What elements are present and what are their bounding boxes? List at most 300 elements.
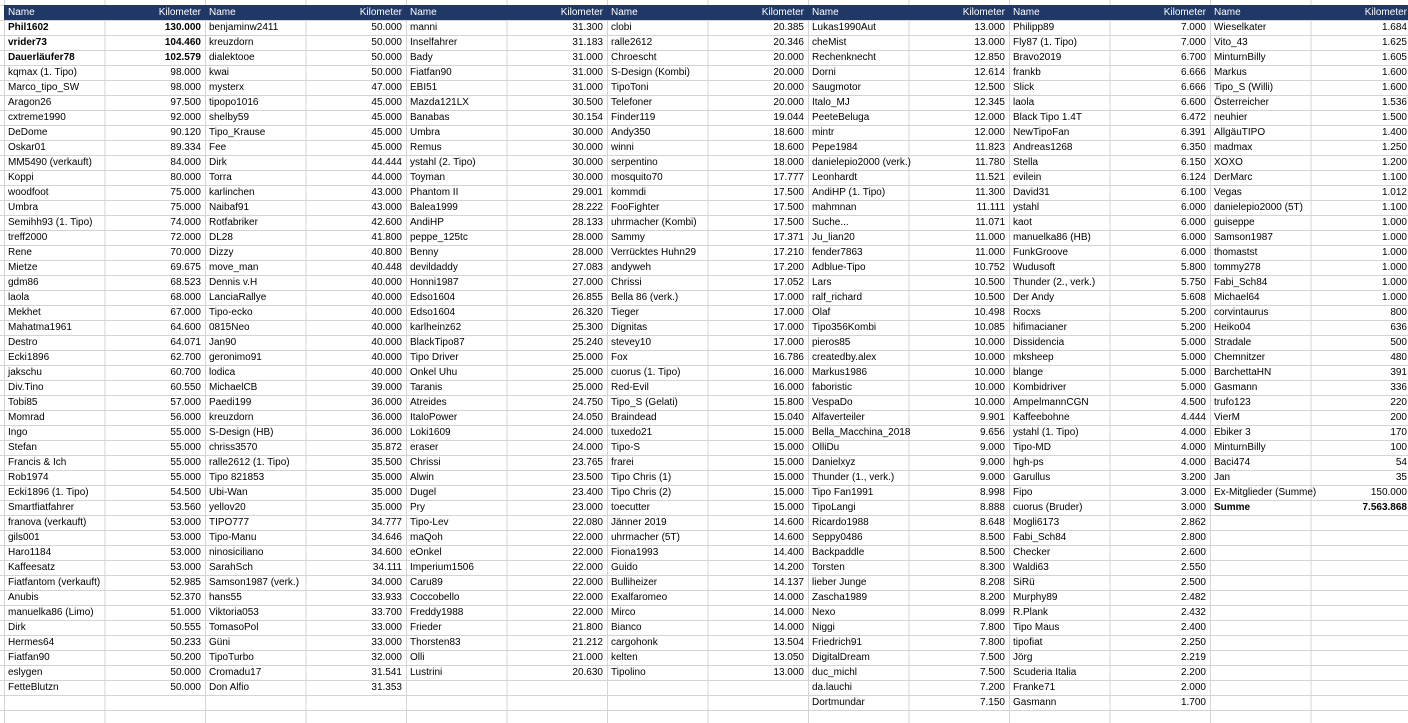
name-cell[interactable]: vrider73 — [8, 37, 47, 48]
name-cell[interactable]: Slick — [1013, 82, 1035, 93]
kilometer-cell[interactable]: 13.000 — [773, 667, 804, 678]
kilometer-cell[interactable]: 1.100 — [1381, 202, 1407, 213]
name-cell[interactable]: R.Plank — [1013, 607, 1049, 618]
kilometer-cell[interactable]: 35 — [1395, 472, 1407, 483]
name-cell[interactable]: Lukas1990Aut — [812, 22, 876, 33]
kilometer-cell[interactable]: 5.750 — [1180, 277, 1206, 288]
name-cell[interactable] — [4, 695, 124, 710]
kilometer-cell[interactable]: 7.500 — [979, 667, 1005, 678]
name-cell[interactable]: Fly87 (1. Tipo) — [1013, 37, 1077, 48]
name-cell[interactable]: Cromadu17 — [209, 667, 262, 678]
kilometer-cell[interactable]: 5.800 — [1180, 262, 1206, 273]
name-cell[interactable]: Fabi_Sch84 — [1214, 277, 1268, 288]
kilometer-cell[interactable]: 35.000 — [371, 472, 402, 483]
name-cell[interactable]: franova (verkauft) — [8, 517, 87, 528]
name-cell[interactable]: Mietze — [8, 262, 38, 273]
name-cell[interactable]: Tipo_S (Willi) — [1214, 82, 1274, 93]
name-cell[interactable]: Fiatfan90 — [8, 652, 50, 663]
kilometer-cell[interactable]: 14.000 — [773, 592, 804, 603]
name-cell[interactable]: MM5490 (verkauft) — [8, 157, 92, 168]
kilometer-cell[interactable]: 391 — [1390, 367, 1407, 378]
name-cell[interactable]: chriss3570 — [209, 442, 258, 453]
name-cell[interactable]: neuhier — [1214, 112, 1248, 123]
kilometer-cell[interactable]: 8.300 — [979, 562, 1005, 573]
kilometer-cell[interactable]: 1.250 — [1381, 142, 1407, 153]
name-cell[interactable]: Guido — [611, 562, 638, 573]
kilometer-cell[interactable]: 8.888 — [979, 502, 1005, 513]
kilometer-cell[interactable]: 20.630 — [572, 667, 603, 678]
kilometer-cell[interactable]: 12.000 — [974, 127, 1005, 138]
name-cell[interactable]: TIPO777 — [209, 517, 250, 528]
kilometer-cell[interactable]: 17.000 — [773, 307, 804, 318]
name-cell[interactable]: Gasmann — [1013, 697, 1057, 708]
kilometer-cell[interactable]: 5.000 — [1180, 382, 1206, 393]
kilometer-cell[interactable]: 23.400 — [572, 487, 603, 498]
name-cell[interactable]: Edso1604 — [410, 307, 456, 318]
name-cell[interactable]: faboristic — [812, 382, 853, 393]
kilometer-cell[interactable]: 34.000 — [371, 577, 402, 588]
kilometer-cell[interactable]: 6.100 — [1180, 187, 1206, 198]
kilometer-cell[interactable]: 20.346 — [773, 37, 804, 48]
kilometer-cell[interactable]: 2.432 — [1180, 607, 1206, 618]
name-cell[interactable]: Tipo_Krause — [209, 127, 266, 138]
kilometer-cell[interactable]: 53.000 — [170, 517, 201, 528]
kilometer-cell[interactable]: 31.183 — [572, 37, 603, 48]
name-cell[interactable]: 0815Neo — [209, 322, 250, 333]
kilometer-cell[interactable]: 15.800 — [773, 397, 804, 408]
kilometer-cell[interactable]: 31.353 — [371, 682, 402, 693]
kilometer-cell[interactable]: 53.000 — [170, 532, 201, 543]
kilometer-cell[interactable] — [727, 695, 808, 710]
kilometer-cell[interactable]: 2.219 — [1180, 652, 1206, 663]
kilometer-cell[interactable]: 22.000 — [572, 577, 603, 588]
kilometer-cell[interactable]: 17.000 — [773, 337, 804, 348]
name-cell[interactable]: jakschu — [8, 367, 42, 378]
kilometer-cell[interactable] — [1330, 560, 1408, 575]
name-cell[interactable]: Thorsten83 — [410, 637, 461, 648]
kilometer-cell[interactable]: 89.334 — [170, 142, 201, 153]
kilometer-cell[interactable]: 41.800 — [371, 232, 402, 243]
kilometer-cell[interactable]: 55.000 — [170, 427, 201, 438]
kilometer-cell[interactable]: 200 — [1390, 412, 1407, 423]
name-cell[interactable]: FunkGroove — [1013, 247, 1069, 258]
name-cell[interactable]: Toyman — [410, 172, 446, 183]
kilometer-cell[interactable]: 16.000 — [773, 382, 804, 393]
kilometer-cell[interactable]: 11.300 — [975, 187, 1005, 198]
name-cell[interactable]: Österreicher — [1214, 97, 1270, 108]
name-cell[interactable]: Smartfiatfahrer — [8, 502, 75, 513]
kilometer-cell[interactable]: 33.700 — [371, 607, 402, 618]
kilometer-cell[interactable]: 9.000 — [979, 472, 1005, 483]
name-cell[interactable]: TipoToni — [611, 82, 649, 93]
name-cell[interactable]: Samson1987 (verk.) — [209, 577, 300, 588]
kilometer-cell[interactable]: 21.212 — [572, 637, 603, 648]
name-cell[interactable]: Stradale — [1214, 337, 1252, 348]
kilometer-cell[interactable]: 84.000 — [170, 157, 201, 168]
kilometer-cell[interactable]: 800 — [1390, 307, 1407, 318]
name-cell[interactable] — [406, 695, 526, 710]
name-cell[interactable]: geronimo91 — [209, 352, 262, 363]
kilometer-cell[interactable]: 25.240 — [572, 337, 603, 348]
name-cell[interactable]: shelby59 — [209, 112, 250, 123]
kilometer-cell[interactable]: 22.000 — [572, 592, 603, 603]
kilometer-cell[interactable]: 2.200 — [1180, 667, 1206, 678]
name-cell[interactable]: Viktoria053 — [209, 607, 259, 618]
kilometer-cell[interactable]: 7.000 — [1180, 37, 1206, 48]
kilometer-cell[interactable]: 92.000 — [170, 112, 201, 123]
name-cell[interactable]: Tipolino — [611, 667, 646, 678]
name-cell[interactable]: Vito_43 — [1214, 37, 1248, 48]
name-cell[interactable]: gils001 — [8, 532, 40, 543]
kilometer-cell[interactable]: 14.000 — [773, 607, 804, 618]
name-cell[interactable]: Phil1602 — [8, 22, 49, 33]
name-cell[interactable]: Naibaf91 — [209, 202, 250, 213]
kilometer-cell[interactable]: 6.700 — [1180, 52, 1206, 63]
name-cell[interactable]: Alwin — [410, 472, 434, 483]
kilometer-cell[interactable]: 1.012 — [1381, 187, 1407, 198]
name-cell[interactable]: Friedrich91 — [812, 637, 863, 648]
kilometer-cell[interactable]: 2.600 — [1180, 547, 1206, 558]
name-cell[interactable]: Bady — [410, 52, 433, 63]
name-cell[interactable]: Bella 86 (verk.) — [611, 292, 679, 303]
kilometer-cell[interactable]: 13.050 — [773, 652, 804, 663]
kilometer-cell[interactable] — [325, 695, 406, 710]
name-cell[interactable]: Chrissi — [611, 277, 642, 288]
name-cell[interactable]: dialektooe — [209, 52, 255, 63]
kilometer-cell[interactable]: 36.000 — [371, 427, 402, 438]
kilometer-cell[interactable]: 67.000 — [170, 307, 201, 318]
kilometer-cell[interactable]: 28.222 — [572, 202, 603, 213]
kilometer-cell[interactable]: 130.000 — [164, 22, 201, 33]
kilometer-cell[interactable]: 1.200 — [1381, 157, 1407, 168]
kilometer-cell[interactable]: 26.855 — [572, 292, 603, 303]
kilometer-cell[interactable]: 31.300 — [572, 22, 603, 33]
name-cell[interactable]: Seppy0486 — [812, 532, 863, 543]
kilometer-cell[interactable]: 30.154 — [572, 112, 603, 123]
header-name-6[interactable]: Name — [1009, 5, 1129, 20]
header-kilometer-3[interactable]: Kilometer — [526, 5, 607, 20]
kilometer-cell[interactable]: 1.605 — [1381, 52, 1407, 63]
kilometer-cell[interactable]: 17.200 — [773, 262, 804, 273]
name-cell[interactable]: treff2000 — [8, 232, 48, 243]
kilometer-cell[interactable]: 72.000 — [170, 232, 201, 243]
kilometer-cell[interactable]: 15.000 — [773, 427, 804, 438]
name-cell[interactable]: Dennis v.H — [209, 277, 258, 288]
name-cell[interactable]: FooFighter — [611, 202, 660, 213]
name-cell[interactable]: trufo123 — [1214, 397, 1251, 408]
name-cell[interactable]: uhrmacher (Kombi) — [611, 217, 697, 228]
name-cell[interactable]: move_man — [209, 262, 259, 273]
kilometer-cell[interactable]: 10.000 — [974, 382, 1005, 393]
kilometer-cell[interactable]: 2.000 — [1180, 682, 1206, 693]
name-cell[interactable] — [205, 695, 325, 710]
header-kilometer-1[interactable]: Kilometer — [124, 5, 205, 20]
kilometer-cell[interactable]: 55.000 — [170, 472, 201, 483]
name-cell[interactable]: Baci474 — [1214, 457, 1251, 468]
kilometer-cell[interactable]: 1.000 — [1381, 247, 1407, 258]
kilometer-cell[interactable]: 18.000 — [773, 157, 804, 168]
name-cell[interactable]: Don Alfio — [209, 682, 250, 693]
kilometer-cell[interactable]: 54 — [1395, 457, 1407, 468]
kilometer-cell[interactable]: 6.000 — [1180, 247, 1206, 258]
name-cell[interactable]: yellov20 — [209, 502, 246, 513]
name-cell[interactable]: frankb — [1013, 67, 1041, 78]
kilometer-cell[interactable]: 8.648 — [979, 517, 1005, 528]
kilometer-cell[interactable]: 60.550 — [170, 382, 201, 393]
kilometer-cell[interactable]: 1.000 — [1381, 262, 1407, 273]
name-cell[interactable]: Murphy89 — [1013, 592, 1058, 603]
kilometer-cell[interactable]: 40.000 — [371, 277, 402, 288]
name-cell[interactable]: AllgäuTIPO — [1214, 127, 1266, 138]
kilometer-cell[interactable]: 6.000 — [1180, 232, 1206, 243]
name-cell[interactable]: manuelka86 (Limo) — [8, 607, 94, 618]
kilometer-cell[interactable]: 16.000 — [773, 367, 804, 378]
name-cell[interactable]: Tipo_S (Gelati) — [611, 397, 678, 408]
name-cell[interactable]: DeDome — [8, 127, 48, 138]
kilometer-cell[interactable]: 68.000 — [170, 292, 201, 303]
kilometer-cell[interactable]: 1.000 — [1381, 217, 1407, 228]
name-cell[interactable]: Philipp89 — [1013, 22, 1055, 33]
kilometer-cell[interactable]: 35.000 — [371, 487, 402, 498]
name-cell[interactable]: frarei — [611, 457, 634, 468]
name-cell[interactable]: ystahl (1. Tipo) — [1013, 427, 1079, 438]
kilometer-cell[interactable]: 31.000 — [572, 52, 603, 63]
name-cell[interactable]: Dizzy — [209, 247, 234, 258]
name-cell[interactable]: Fipo — [1013, 487, 1033, 498]
name-cell[interactable]: Honni1987 — [410, 277, 459, 288]
kilometer-cell[interactable]: 34.111 — [372, 562, 402, 573]
kilometer-cell[interactable]: 4.500 — [1180, 397, 1206, 408]
name-cell[interactable]: Braindead — [611, 412, 657, 423]
name-cell[interactable]: Summe — [1214, 502, 1251, 513]
kilometer-cell[interactable]: 14.000 — [773, 622, 804, 633]
name-cell[interactable]: Coccobello — [410, 592, 460, 603]
name-cell[interactable]: Red-Evil — [611, 382, 649, 393]
name-cell[interactable]: Rotfabriker — [209, 217, 258, 228]
kilometer-cell[interactable]: 17.500 — [773, 217, 804, 228]
kilometer-cell[interactable]: 6.391 — [1180, 127, 1206, 138]
kilometer-cell[interactable]: 17.210 — [773, 247, 804, 258]
kilometer-cell[interactable]: 4.000 — [1180, 457, 1206, 468]
name-cell[interactable]: tommy278 — [1214, 262, 1261, 273]
name-cell[interactable]: XOXO — [1214, 157, 1243, 168]
kilometer-cell[interactable]: 10.498 — [974, 307, 1005, 318]
name-cell[interactable]: kqmax (1. Tipo) — [8, 67, 77, 78]
kilometer-cell[interactable]: 8.208 — [979, 577, 1005, 588]
name-cell[interactable]: Chroescht — [611, 52, 657, 63]
kilometer-cell[interactable]: 31.000 — [572, 82, 603, 93]
name-cell[interactable]: woodfoot — [8, 187, 49, 198]
kilometer-cell[interactable]: 5.608 — [1180, 292, 1206, 303]
kilometer-cell[interactable]: 12.000 — [974, 112, 1005, 123]
name-cell[interactable]: Markus1986 — [812, 367, 868, 378]
name-cell[interactable]: Andreas1268 — [1013, 142, 1073, 153]
name-cell[interactable]: ralf_richard — [812, 292, 863, 303]
kilometer-cell[interactable]: 23.000 — [572, 502, 603, 513]
kilometer-cell[interactable]: 64.071 — [170, 337, 201, 348]
name-cell[interactable]: Ingo — [8, 427, 28, 438]
kilometer-cell[interactable]: 9.000 — [979, 442, 1005, 453]
kilometer-cell[interactable]: 4.000 — [1180, 427, 1206, 438]
header-name-4[interactable]: Name — [607, 5, 727, 20]
name-cell[interactable]: hifimacianer — [1013, 322, 1067, 333]
name-cell[interactable]: danielepio2000 (5T) — [1214, 202, 1303, 213]
name-cell[interactable]: Gasmann — [1214, 382, 1258, 393]
kilometer-cell[interactable]: 8.500 — [979, 547, 1005, 558]
name-cell[interactable]: hgh-ps — [1013, 457, 1044, 468]
name-cell[interactable]: Fiatfantom (verkauft) — [8, 577, 101, 588]
name-cell[interactable]: Jörg — [1013, 652, 1033, 663]
name-cell[interactable]: Tipo Maus — [1013, 622, 1060, 633]
name-cell[interactable]: Dorni — [812, 67, 836, 78]
kilometer-cell[interactable]: 50.000 — [170, 667, 201, 678]
kilometer-cell[interactable] — [1330, 605, 1408, 620]
kilometer-cell[interactable]: 56.000 — [170, 412, 201, 423]
name-cell[interactable]: Tipo-Lev — [410, 517, 449, 528]
name-cell[interactable]: Chrissi — [410, 457, 441, 468]
name-cell[interactable]: PeeteBeluga — [812, 112, 870, 123]
name-cell[interactable]: Marco_tipo_SW — [8, 82, 80, 93]
kilometer-cell[interactable]: 18.600 — [773, 127, 804, 138]
name-cell[interactable]: Olli — [410, 652, 425, 663]
kilometer-cell[interactable]: 90.120 — [170, 127, 201, 138]
kilometer-cell[interactable] — [526, 695, 607, 710]
name-cell[interactable]: Danielxyz — [812, 457, 856, 468]
name-cell[interactable]: Tipo-ecko — [209, 307, 253, 318]
kilometer-cell[interactable]: 40.000 — [371, 337, 402, 348]
kilometer-cell[interactable]: 51.000 — [170, 607, 201, 618]
kilometer-cell[interactable]: 39.000 — [371, 382, 402, 393]
name-cell[interactable]: Loki1609 — [410, 427, 451, 438]
kilometer-cell[interactable]: 42.600 — [371, 217, 402, 228]
kilometer-cell[interactable] — [124, 695, 205, 710]
kilometer-cell[interactable]: 17.052 — [773, 277, 804, 288]
name-cell[interactable]: Olaf — [812, 307, 831, 318]
name-cell[interactable]: Tipo Driver — [410, 352, 459, 363]
name-cell[interactable]: Remus — [410, 142, 442, 153]
kilometer-cell[interactable]: 2.482 — [1180, 592, 1206, 603]
name-cell[interactable]: Ex-Mitglieder (Summe) — [1214, 487, 1317, 498]
name-cell[interactable]: laola — [8, 292, 30, 303]
name-cell[interactable]: Zascha1989 — [812, 592, 868, 603]
name-cell[interactable]: BarchettaHN — [1214, 367, 1272, 378]
name-cell[interactable]: Tipo Chris (2) — [611, 487, 672, 498]
kilometer-cell[interactable] — [1330, 530, 1408, 545]
kilometer-cell[interactable]: 40.800 — [371, 247, 402, 258]
name-cell[interactable]: Stella — [1013, 157, 1039, 168]
kilometer-cell[interactable]: 1.000 — [1381, 232, 1407, 243]
name-cell[interactable]: FetteBlutzn — [8, 682, 59, 693]
name-cell[interactable]: Rechenknecht — [812, 52, 876, 63]
name-cell[interactable]: Der Andy — [1013, 292, 1055, 303]
kilometer-cell[interactable]: 11.521 — [975, 172, 1005, 183]
name-cell[interactable]: toecutter — [611, 502, 650, 513]
name-cell[interactable]: VierM — [1214, 412, 1240, 423]
kilometer-cell[interactable]: 6.600 — [1180, 97, 1206, 108]
name-cell[interactable]: Thunder (2., verk.) — [1013, 277, 1096, 288]
name-cell[interactable]: Tipo-S — [611, 442, 641, 453]
name-cell[interactable]: MinturnBilly — [1214, 52, 1266, 63]
name-cell[interactable]: Adblue-Tipo — [812, 262, 866, 273]
name-cell[interactable]: ystahl (2. Tipo) — [410, 157, 476, 168]
kilometer-cell[interactable]: 53.000 — [170, 547, 201, 558]
kilometer-cell[interactable]: 15.000 — [773, 472, 804, 483]
name-cell[interactable]: kwai — [209, 67, 230, 78]
name-cell[interactable]: LanciaRallye — [209, 292, 267, 303]
name-cell[interactable]: AmpelmannCGN — [1013, 397, 1089, 408]
kilometer-cell[interactable]: 10.000 — [974, 352, 1005, 363]
name-cell[interactable]: Fox — [611, 352, 628, 363]
name-cell[interactable]: Fiatfan90 — [410, 67, 452, 78]
name-cell[interactable]: corvintaurus — [1214, 307, 1269, 318]
name-cell[interactable]: cuorus (Bruder) — [1013, 502, 1083, 513]
name-cell[interactable]: hans55 — [209, 592, 242, 603]
kilometer-cell[interactable]: 17.000 — [773, 322, 804, 333]
name-cell[interactable]: Frieder — [410, 622, 442, 633]
name-cell[interactable]: Taranis — [410, 382, 443, 393]
kilometer-cell[interactable]: 40.000 — [371, 292, 402, 303]
kilometer-cell[interactable]: 7.000 — [1180, 22, 1206, 33]
kilometer-cell[interactable]: 1.400 — [1381, 127, 1407, 138]
kilometer-cell[interactable]: 1.700 — [1180, 697, 1206, 708]
name-cell[interactable] — [1210, 650, 1330, 665]
header-name-5[interactable]: Name — [808, 5, 928, 20]
kilometer-cell[interactable]: 53.000 — [170, 562, 201, 573]
name-cell[interactable]: mahmnan — [812, 202, 857, 213]
name-cell[interactable]: Güni — [209, 637, 231, 648]
name-cell[interactable]: guiseppe — [1214, 217, 1255, 228]
kilometer-cell[interactable]: 3.200 — [1180, 472, 1206, 483]
kilometer-cell[interactable] — [1330, 665, 1408, 680]
kilometer-cell[interactable]: 30.000 — [572, 172, 603, 183]
name-cell[interactable]: Phantom II — [410, 187, 459, 198]
kilometer-cell[interactable]: 12.850 — [974, 52, 1005, 63]
name-cell[interactable]: cxtreme1990 — [8, 112, 66, 123]
kilometer-cell[interactable]: 24.050 — [572, 412, 603, 423]
kilometer-cell[interactable]: 25.000 — [572, 367, 603, 378]
name-cell[interactable]: EBI51 — [410, 82, 438, 93]
kilometer-cell[interactable]: 12.345 — [974, 97, 1005, 108]
kilometer-cell[interactable]: 98.000 — [170, 67, 201, 78]
kilometer-cell[interactable]: 22.000 — [572, 562, 603, 573]
name-cell[interactable]: MichaelCB — [209, 382, 258, 393]
kilometer-cell[interactable]: 60.700 — [170, 367, 201, 378]
kilometer-cell[interactable]: 33.933 — [371, 592, 402, 603]
kilometer-cell[interactable]: 9.656 — [979, 427, 1005, 438]
kilometer-cell[interactable]: 2.800 — [1180, 532, 1206, 543]
kilometer-cell[interactable] — [727, 680, 808, 695]
kilometer-cell[interactable]: 68.523 — [170, 277, 201, 288]
kilometer-cell[interactable]: 40.000 — [371, 352, 402, 363]
name-cell[interactable]: Scuderia Italia — [1013, 667, 1077, 678]
kilometer-cell[interactable]: 22.080 — [572, 517, 603, 528]
kilometer-cell[interactable]: 18.600 — [773, 142, 804, 153]
kilometer-cell[interactable]: 12.500 — [974, 82, 1005, 93]
kilometer-cell[interactable]: 80.000 — [170, 172, 201, 183]
kilometer-cell[interactable]: 30.500 — [572, 97, 603, 108]
name-cell[interactable]: kaot — [1013, 217, 1032, 228]
kilometer-cell[interactable]: 5.000 — [1180, 367, 1206, 378]
kilometer-cell[interactable]: 1.100 — [1381, 172, 1407, 183]
name-cell[interactable]: mysterx — [209, 82, 244, 93]
kilometer-cell[interactable]: 14.137 — [773, 577, 804, 588]
name-cell[interactable]: Kaffeebohne — [1013, 412, 1070, 423]
kilometer-cell[interactable]: 14.400 — [773, 547, 804, 558]
name-cell[interactable]: Div.Tino — [8, 382, 44, 393]
kilometer-cell[interactable]: 35.500 — [371, 457, 402, 468]
kilometer-cell[interactable]: 11.071 — [975, 217, 1005, 228]
kilometer-cell[interactable]: 104.460 — [164, 37, 201, 48]
